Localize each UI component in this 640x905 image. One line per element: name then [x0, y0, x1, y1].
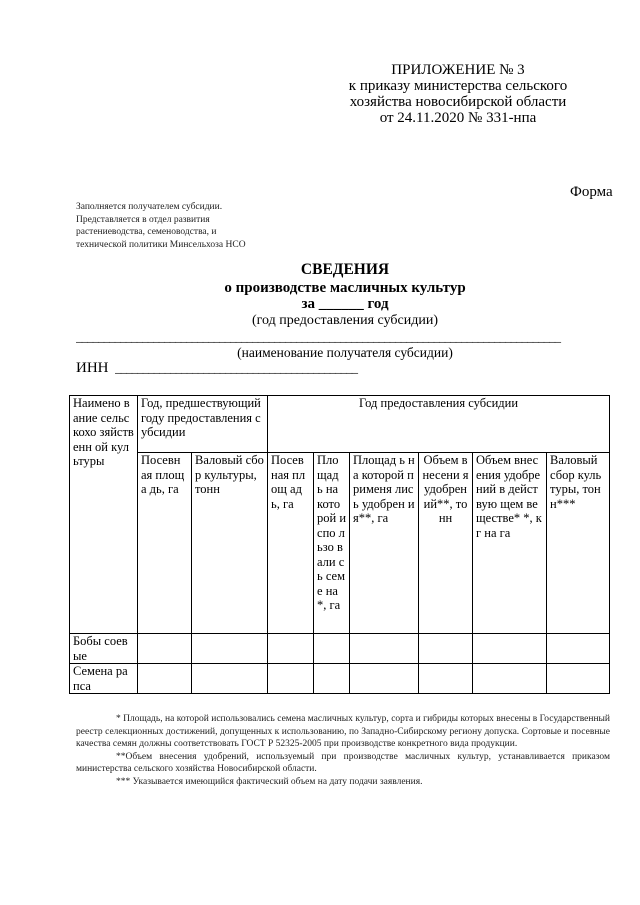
form-label: Форма [570, 184, 613, 200]
table-cell[interactable] [314, 634, 350, 664]
appendix-header [308, 62, 608, 126]
header-fertilizer-active: Объем внесения удобрений в действую щем веществе* *, кг на га [473, 453, 547, 634]
table-cell[interactable] [547, 634, 610, 664]
table-cell[interactable] [192, 664, 268, 694]
fill-note-line: растениеводства, семеноводства, и [76, 227, 217, 237]
table-cell[interactable] [268, 634, 314, 664]
header-area-fertilizers: Площад ь на которой применя лись удобрен ия**, га [350, 453, 419, 634]
appendix-ministry-line: хозяйства новосибирской области [349, 94, 567, 110]
table-row [70, 634, 610, 664]
footnote-seeds: * Площадь, на которой использовались семена масличных культур, сорта и гибриды которых внесены в Государственный реестр селекционных достижений, допущенных к использованию, по Западно-Сибирскому региону допуска. Сортовые и посевные качества семян должны соответствовать ГОСТ Р 52325-2005 при производстве конкретного вида продукции. [76, 714, 610, 749]
footnote-fertilizers: **Объем внесения удобрений, используемый при производстве масличных культур, устанавливается приказом министерства сельского хозяйства Новосибирской области. [76, 751, 610, 774]
fill-note-line: Заполняется получателем субсидии. [76, 202, 223, 212]
header-previous-year: Год, предшествующий году предоставления субсидии [138, 396, 268, 453]
appendix-date-line: от 24.11.2020 № 331-нпа [379, 110, 537, 126]
table-cell[interactable] [473, 664, 547, 694]
header-crop-name: Наимено вание сельскохо зяйственн ой культуры [70, 396, 138, 634]
crop-data-table [69, 395, 610, 694]
table-cell[interactable] [547, 664, 610, 694]
table-row [70, 664, 610, 694]
row-crop-label: Бобы соевые [70, 634, 138, 664]
table-cell[interactable] [268, 664, 314, 694]
fill-instructions [76, 201, 306, 251]
recipient-hint: (наименование получателя субсидии) [237, 345, 453, 360]
table-cell[interactable] [419, 634, 473, 664]
header-prev-sown-area: Посевн ая площа дь, га [138, 453, 192, 634]
table-cell[interactable] [138, 664, 192, 694]
table-cell[interactable] [473, 634, 547, 664]
inn-label: ИНН [76, 360, 109, 376]
table-cell[interactable] [350, 664, 419, 694]
header-subsidy-year: Год предоставления субсидии [268, 396, 610, 453]
year-field[interactable]: за ______ год [301, 296, 389, 312]
footnotes [76, 713, 610, 788]
inn-field[interactable]: ____________________________________________ [115, 360, 357, 375]
appendix-number: ПРИЛОЖЕНИЕ № 3 [391, 62, 525, 78]
header-sown-area: Посев ная площ адь, га [268, 453, 314, 634]
header-area-seeds: Пло щад ь на кото рой испо льзо вали сь семе на*, га [314, 453, 350, 634]
header-gross-harvest: Валовый сбор культуры, тонн*** [547, 453, 610, 634]
table-cell[interactable] [350, 634, 419, 664]
row-crop-label: Семена рапса [70, 664, 138, 694]
year-hint: (год предоставления субсидии) [252, 313, 438, 328]
table-cell[interactable] [419, 664, 473, 694]
header-prev-gross-harvest: Валовый сбор культуры, тонн [192, 453, 268, 634]
table-cell[interactable] [192, 634, 268, 664]
recipient-name-field[interactable]: ________________________________________________________________________________________ [76, 329, 560, 344]
fill-note-line: технической политики Минсельхоза НСО [76, 239, 246, 250]
document-title: СВЕДЕНИЯ [300, 261, 390, 278]
fill-note-line: Представляется в отдел развития [76, 214, 210, 225]
table-cell[interactable] [138, 634, 192, 664]
document-subtitle: о производстве масличных культур [224, 280, 466, 296]
appendix-order-line: к приказу министерства сельского [348, 78, 568, 94]
table-cell[interactable] [314, 664, 350, 694]
footnote-harvest: *** Указывается имеющийся фактический объем на дату подачи заявления. [116, 776, 423, 787]
header-fertilizer-volume: Объем внесени я удобрен ий**, тонн [419, 453, 473, 634]
